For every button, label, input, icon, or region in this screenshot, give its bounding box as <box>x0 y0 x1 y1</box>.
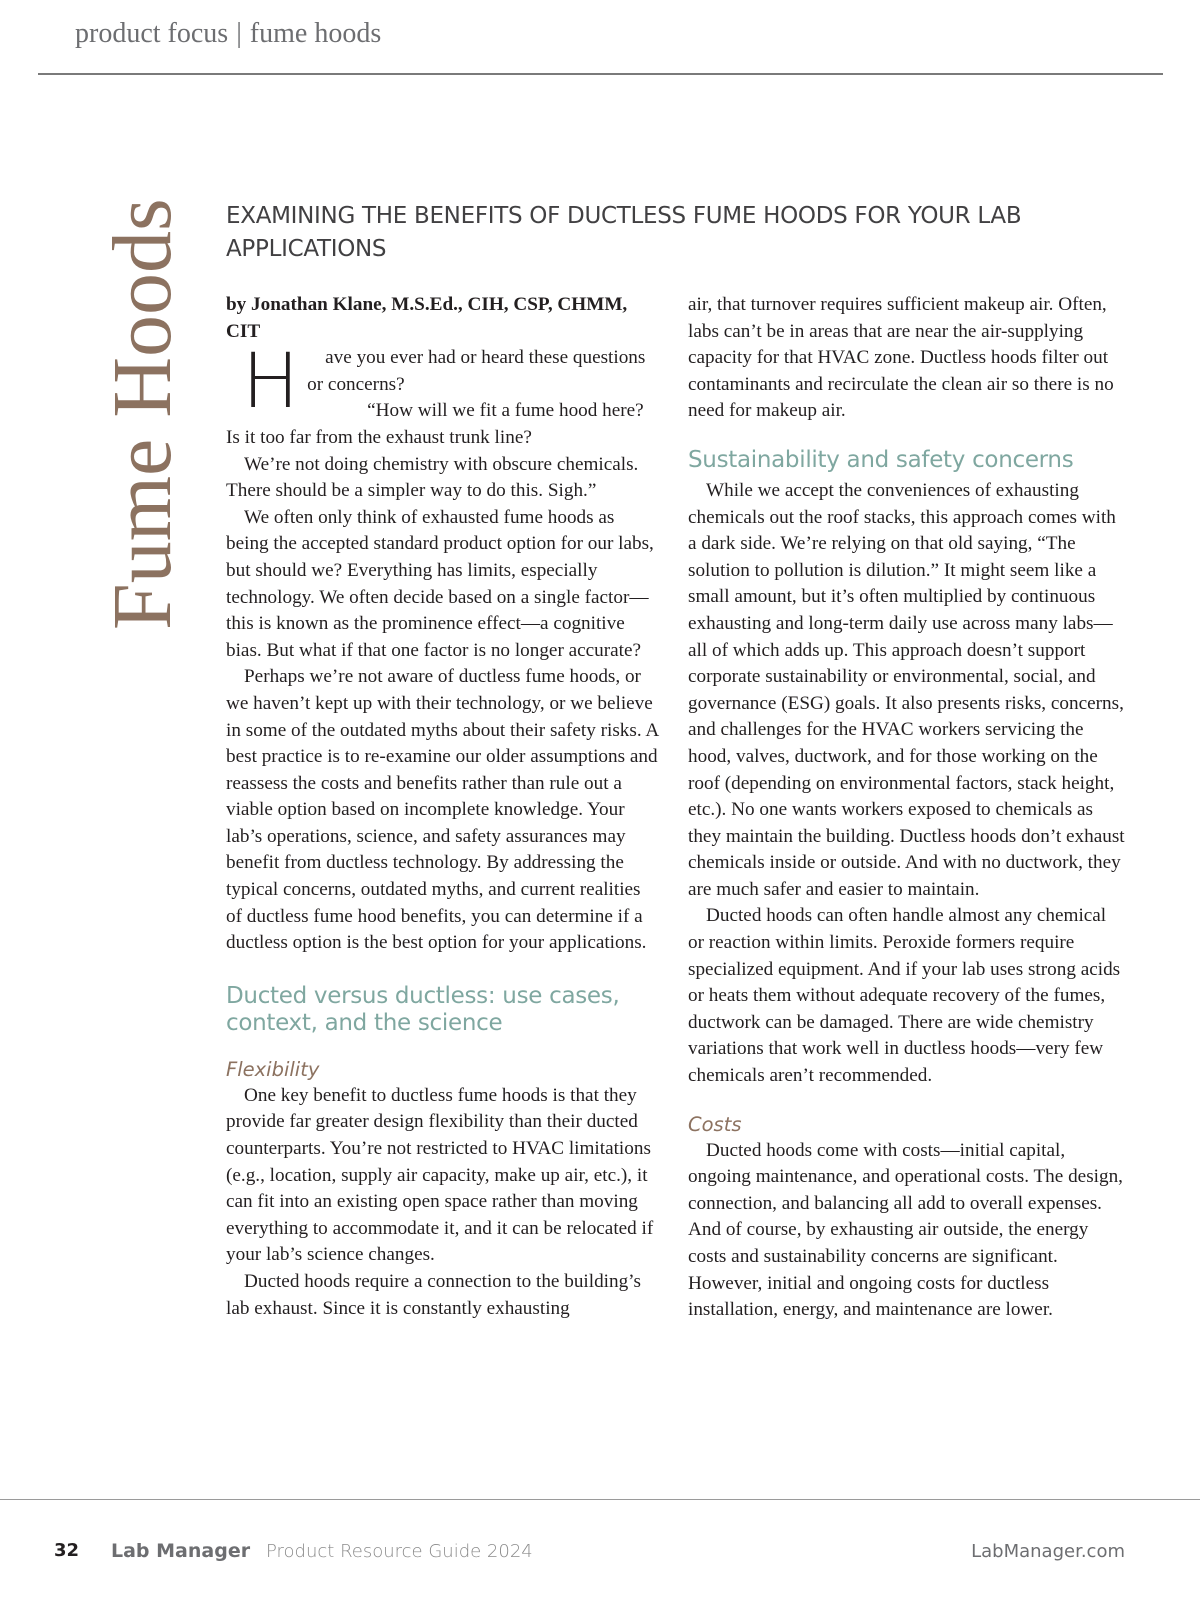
footer-website-link[interactable]: LabManager.com <box>971 1541 1125 1562</box>
running-header <box>75 18 381 50</box>
intro-quote-1-text: “How will we fit a fume hood here? Is it too far from the exhaust trunk line? <box>226 400 644 448</box>
flexibility-paragraph-2: Ducted hoods require a connection to the building’s lab exhaust. Since it is constantly exhausting <box>226 1271 641 1319</box>
header-separator: | <box>236 18 242 49</box>
flexibility-paragraph-2-continued: air, that turnover requires sufficient makeup air. Often, labs can’t be in areas that are near the air-supplying capacity for that HVAC zone. Ductless hoods filter out contaminants and recirculate the clean air so there is no need for makeup air. <box>688 294 1114 422</box>
article-headline: EXAMINING THE BENEFITS OF DUCTLESS FUME HOODS FOR YOUR LAB APPLICATIONS <box>226 203 1022 262</box>
section-heading-sustainability: Sustainability and safety concerns <box>688 446 1074 473</box>
vertical-title-container: Fume Hoods <box>96 198 189 630</box>
article-byline: by Jonathan Klane, M.S.Ed., CIH, CSP, CHMM, CIT <box>226 294 628 342</box>
intro-paragraph-1-text: ave you ever had or heard these questions or concerns? <box>307 347 646 395</box>
section-heading-ducted-vs-ductless: Ducted versus ductless: use cases, context, and the science <box>226 982 620 1036</box>
sustainability-paragraph-1: While we accept the conveniences of exhausting chemicals out the roof stacks, this approach comes with a dark side. We’re relying on that old saying, “The solution to pollution is dilution.” It might seem like a small amount, but it’s often multiplied by continuous exhausting and long-term daily use across many labs—all of which adds up. This approach doesn’t support corporate sustainability or environmental, social, and governance (ESG) goals. It also presents risks, concerns, and challenges for the HVAC workers servicing the hood, valves, ductwork, and for those working on the roof (depending on environmental factors, stack height, etc.). No one wants workers exposed to chemicals as they maintain the building. Ductless hoods don’t exhaust chemicals inside or outside. And with no ductwork, they are much safer and easier to maintain. <box>688 479 1125 900</box>
subheading-costs: Costs <box>688 1112 742 1136</box>
footer-brand-logo: Lab Manager <box>111 1540 251 1562</box>
costs-paragraph-1: Ducted hoods come with costs—initial capital, ongoing maintenance, and operational costs. The design, connection, and balancing all add to overall expenses. And of course, by exhausting air outside, the energy costs and sustainability concerns are significant. However, initial and ongoing costs for ductless installation, energy, and maintenance are lower. <box>688 1139 1123 1321</box>
page-footer <box>0 1540 1200 1570</box>
article-column-left <box>226 292 660 1322</box>
article-column-right <box>688 292 1126 1324</box>
page-number: 32 <box>54 1540 80 1561</box>
drop-cap: H <box>242 336 300 426</box>
subheading-flexibility: Flexibility <box>226 1057 320 1081</box>
footer-divider <box>0 1499 1200 1500</box>
footer-publication-title: Product Resource Guide 2024 <box>266 1541 533 1562</box>
intro-paragraph-2: We often only think of exhausted fume hoods as being the accepted standard product option for our labs, but should we? Everything has limits, especially technology. We often decide based on a single factor—this is known as the prominence effect—a cognitive bias. But what if that one factor is no longer accurate? <box>226 506 654 661</box>
flexibility-paragraph-1: One key benefit to ductless fume hoods is that they provide far greater design flexibility than their ducted counterparts. You’re not restricted to HVAC limitations (e.g., location, supply air capacity, make up air, etc.), it can fit into an existing open space rather than moving everything to accommodate it, and it can be relocated if your lab’s science changes. <box>226 1084 654 1266</box>
sustainability-paragraph-2: Ducted hoods can often handle almost any chemical or reaction within limits. Peroxide formers require specialized equipment. And if your lab uses strong acids or heats them without adequate recovery of the fumes, ductwork can be damaged. There are wide chemistry variations that work well in ductless hoods—very few chemicals aren’t recommended. <box>688 905 1121 1087</box>
header-topic-label: fume hoods <box>249 18 382 49</box>
header-section-label: product focus <box>75 18 229 49</box>
header-divider <box>38 73 1163 75</box>
intro-paragraph-3: Perhaps we’re not aware of ductless fume hoods, or we haven’t kept up with their technology, or we believe in some of the outdated myths about their safety risks. A best practice is to re-examine our older assumptions and reassess the costs and benefits rather than rule out a viable option based on incomplete knowledge. Your lab’s operations, science, and safety assurances may benefit from ductless technology. By addressing the typical concerns, outdated myths, and current realities of ductless fume hood benefits, you can determine if a ductless option is the best option for your applications. <box>226 666 659 954</box>
intro-quote-2: We’re not doing chemistry with obscure chemicals. There should be a simpler way to do this. Sigh.” <box>226 453 639 502</box>
